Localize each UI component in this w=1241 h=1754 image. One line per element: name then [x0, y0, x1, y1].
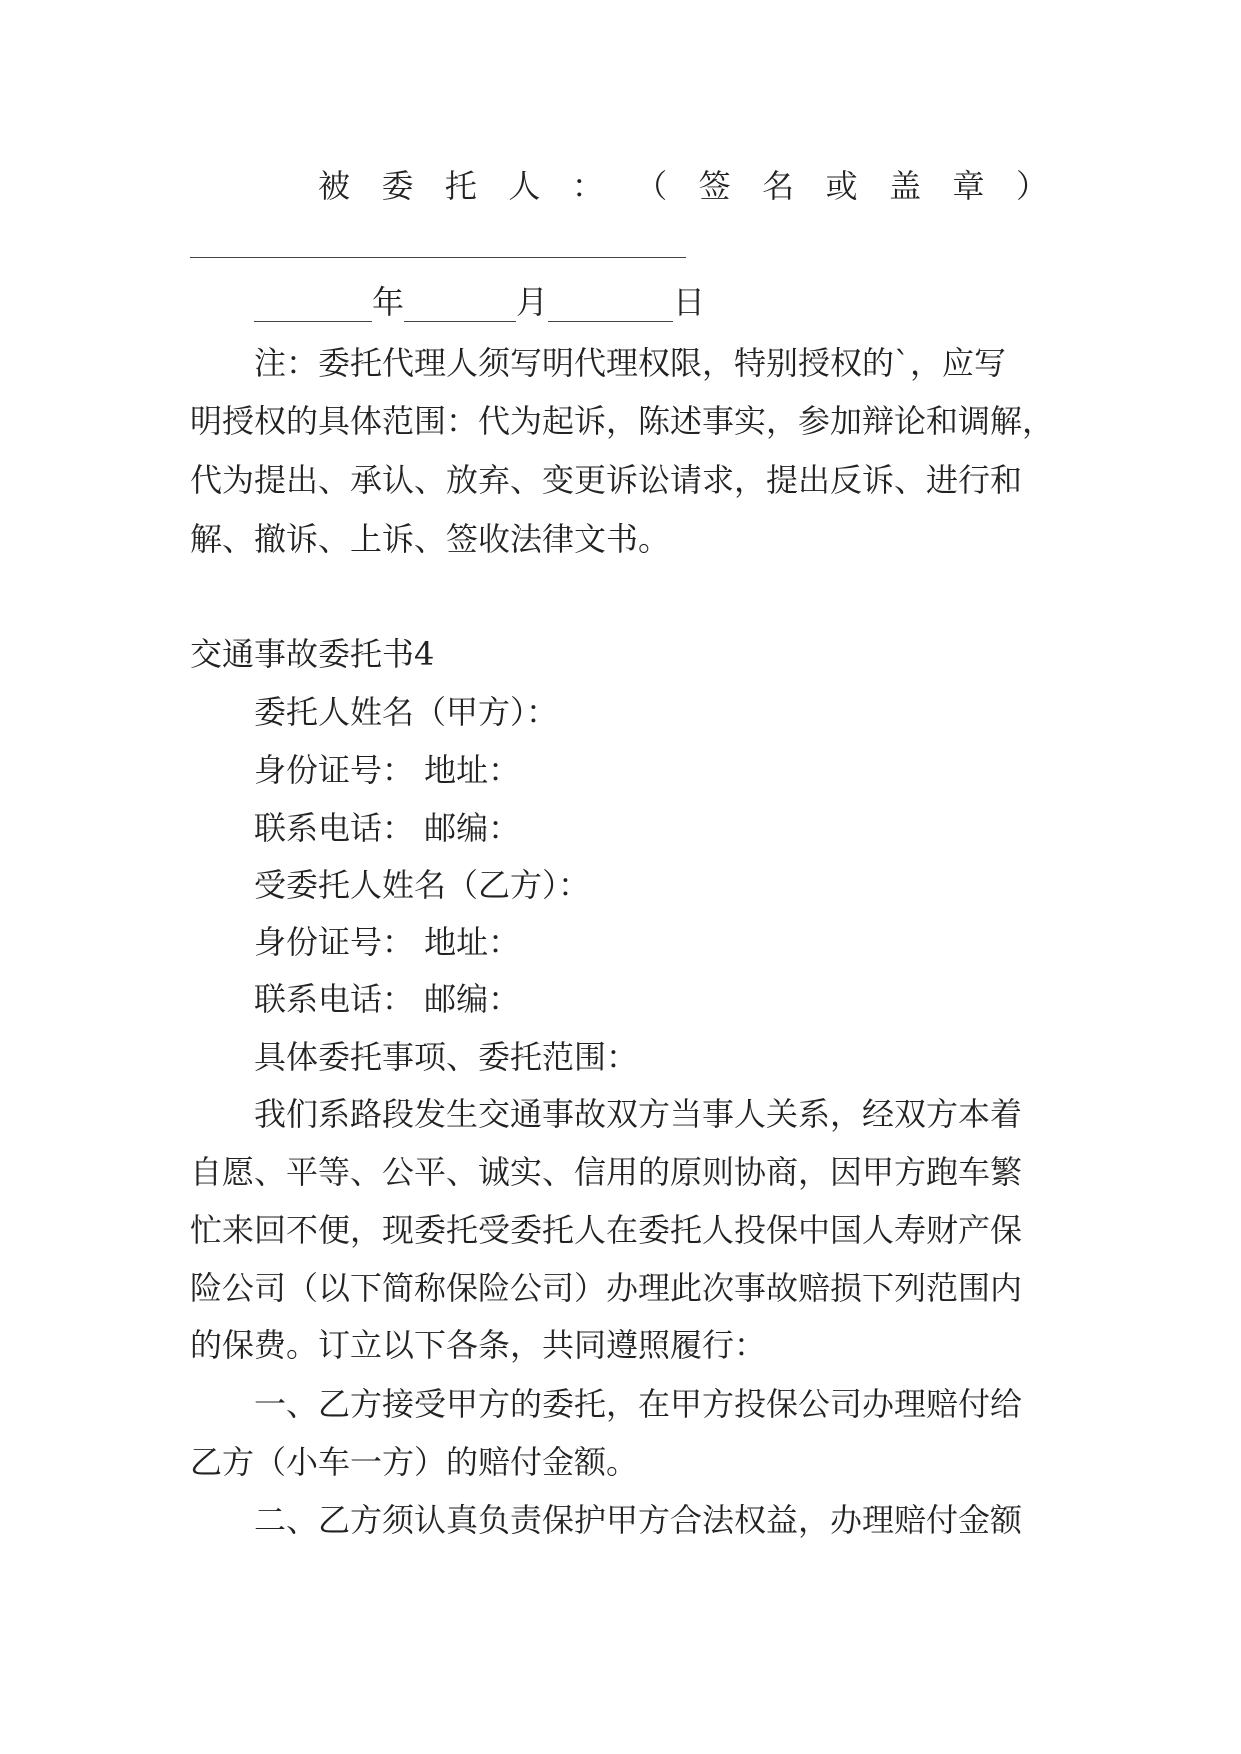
signature-char: ：	[571, 167, 604, 205]
note-line: 代为提出、承认、放弃、变更诉讼请求，提出反诉、进行和	[190, 461, 1023, 499]
signature-char: 或	[825, 167, 858, 205]
signature-char: 委	[381, 167, 414, 205]
body-line: 我们系路段发生交通事故双方当事人关系，经双方本着	[254, 1095, 1023, 1133]
signature-char: 被	[318, 167, 351, 205]
day-blank	[548, 291, 673, 322]
party-b-id-address: 身份证号： 地址：	[254, 923, 521, 961]
signature-char: 签	[698, 167, 731, 205]
signature-char: （	[635, 167, 668, 205]
day-label: 日	[673, 283, 706, 321]
signature-char: 盖	[889, 167, 922, 205]
scope-heading: 具体委托事项、委托范围：	[254, 1038, 639, 1076]
party-a-phone-zip: 联系电话： 邮编：	[254, 809, 521, 847]
signature-char: 名	[762, 167, 795, 205]
clause-1-line: 一、乙方接受甲方的委托，在甲方投保公司办理赔付给	[254, 1385, 1023, 1423]
signature-underline	[190, 257, 686, 258]
party-a-id-address: 身份证号： 地址：	[254, 751, 521, 789]
party-b-phone-zip: 联系电话： 邮编：	[254, 980, 521, 1018]
signature-char: ）	[1015, 167, 1048, 205]
clause-2-line: 二、乙方须认真负责保护甲方合法权益，办理赔付金额	[254, 1501, 1023, 1539]
note-line: 注：委托代理人须写明代理权限，特别授权的`，应写	[254, 344, 1007, 382]
signature-char: 章	[952, 167, 985, 205]
doc-title: 交通事故委托书4	[190, 635, 435, 673]
month-blank	[404, 291, 516, 322]
body-line: 忙来回不便，现委托受委托人在委托人投保中国人寿财产保	[190, 1211, 1023, 1249]
month-label: 月	[516, 283, 549, 321]
party-b-name: 受委托人姓名（乙方）：	[254, 866, 591, 904]
signature-char: 人	[508, 167, 541, 205]
signature-line	[318, 166, 1048, 206]
year-label: 年	[372, 283, 405, 321]
year-blank	[254, 291, 372, 322]
clause-1-line: 乙方（小车一方）的赔付金额。	[190, 1443, 639, 1481]
body-line: 险公司（以下简称保险公司）办理此次事故赔损下列范围内	[190, 1269, 1023, 1307]
body-line: 自愿、平等、公平、诚实、信用的原则协商，因甲方跑车繁	[190, 1153, 1023, 1191]
signature-char: 托	[444, 167, 477, 205]
note-line: 解、撤诉、上诉、签收法律文书。	[190, 520, 671, 558]
note-line: 明授权的具体范围：代为起诉，陈述事实，参加辩论和调解，	[190, 402, 1055, 440]
date-row	[254, 282, 705, 322]
party-a-name: 委托人姓名（甲方）：	[254, 693, 559, 731]
body-line: 的保费。订立以下各条，共同遵照履行：	[190, 1326, 767, 1364]
